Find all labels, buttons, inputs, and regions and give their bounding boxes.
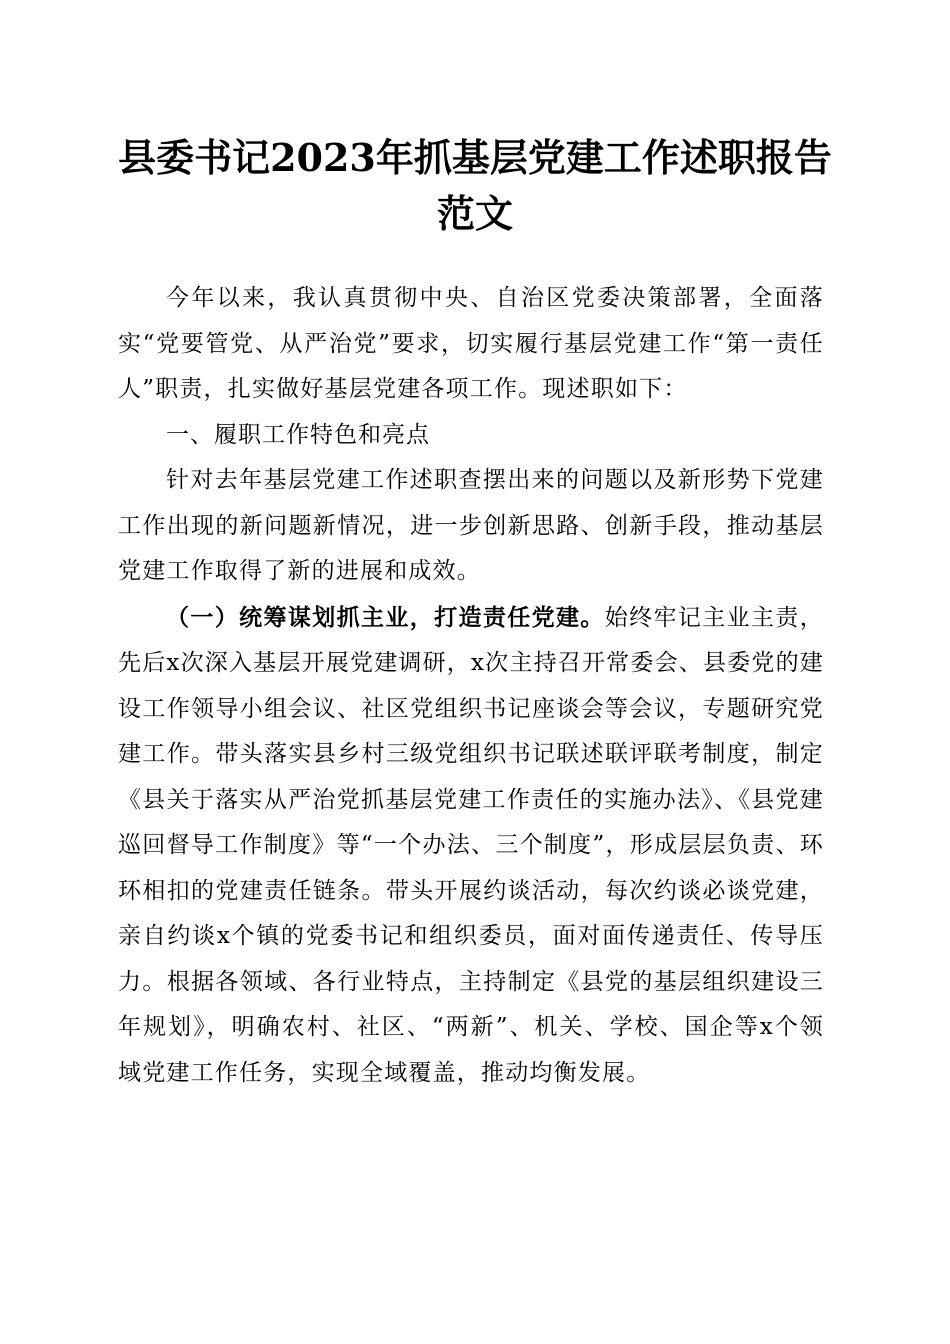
document-title: 县委书记2023年抓基层党建工作述职报告范文 bbox=[118, 135, 832, 236]
subsection-paragraph bbox=[118, 595, 824, 1097]
section-heading: 一、履职工作特色和亮点 bbox=[166, 421, 430, 448]
subsection-lead: （一）统筹谋划抓主业，打造责任党建。 bbox=[166, 603, 605, 631]
document-body bbox=[118, 276, 824, 1096]
section-paragraph: 针对去年基层党建工作述职查摆出来的问题以及新形势下党建工作出现的新问题新情况，进一步创新思路、创新手段，推动基层党建工作取得了新的进展和成效。 bbox=[118, 467, 824, 584]
intro-paragraph: 今年以来，我认真贯彻中央、自治区党委决策部署，全面落实“党要管党、从严治党”要求，切实履行基层党建工作“第一责任人”职责，扎实做好基层党建各项工作。现述职如下： bbox=[118, 285, 824, 402]
subsection-text: 始终牢记主业主责，先后x次深入基层开展党建调研，x次主持召开常委会、县委党的建设工作领导小组会议、社区党组织书记座谈会等会议，专题研究党建工作。带头落实县乡村三级党组织书记联述联评联考制度，制定《县关于落实从严治党抓基层党建工作责任的实施办法》、《县党建巡回督导工作制度》等“一个办法、三个制度”，形成层层负责、环环相扣的党建责任链条。带头开展约谈活动，每次约谈必谈党建，亲自约谈x个镇的党委书记和组织委员，面对面传递责任、传导压力。根据各领域、各行业特点，主持制定《县党的基层组织建设三年规划》，明确农村、社区、“两新”、机关、学校、国企等x个领域党建工作任务，实现全域覆盖，推动均衡发展。 bbox=[118, 604, 824, 1086]
